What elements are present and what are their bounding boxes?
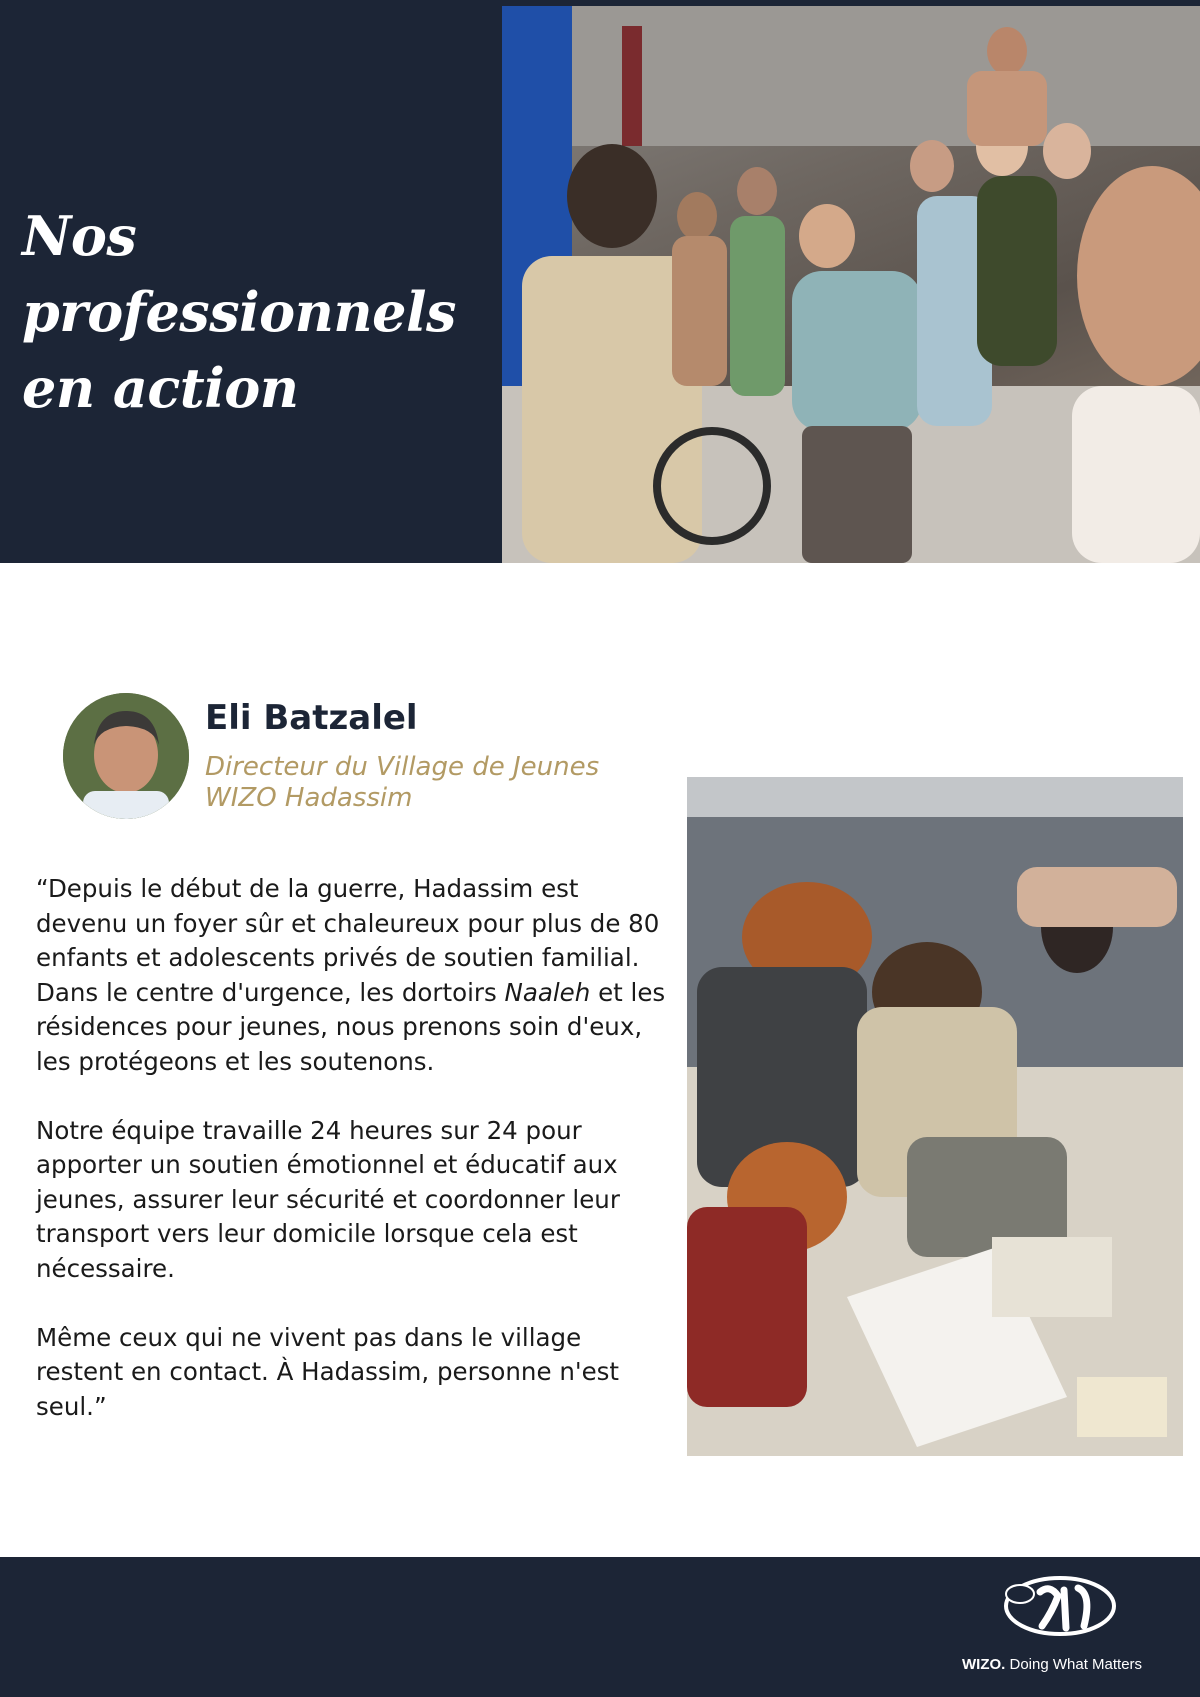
quote-paragraph: Notre équipe travaille 24 heures sur 24 pour apporter un soutien émotionnel et éducatif aux jeunes, assurer leur sécurité et coordonner leur transport vers leur domicile lorsque cela est nécessaire.	[36, 1115, 620, 1283]
quote-text: “Depuis le début de la guerre, Hadassim est devenu un foyer sûr et chaleureux pour plus de 80 enfants et adolescents privés de soutien familial. Dans le centre d'urgence, les dortoirs	[36, 874, 660, 1007]
page-title	[22, 198, 502, 426]
quote-paragraph: Même ceux qui ne vivent pas dans le village restent en contact. À Hadassim, personne n'est seul.”	[36, 1322, 620, 1421]
footer-tagline	[962, 1656, 1142, 1673]
wizo-logo	[1000, 1572, 1120, 1644]
activity-photo	[687, 777, 1183, 1456]
author-role	[205, 752, 635, 814]
footer-tagline-text: Doing What Matters	[1005, 1656, 1143, 1673]
testimonial-quote	[36, 872, 676, 1459]
quote-paragraph	[36, 872, 676, 1079]
quote-emphasis: Naaleh	[504, 977, 591, 1007]
page-title-line1: Nos professionnels	[22, 204, 456, 344]
quote-text: et les résidences pour jeunes, nous prenons soin d'eux, les protégeons et les soutenons.	[36, 977, 666, 1076]
avatar	[63, 693, 189, 819]
author-name: Eli Batzalel	[205, 698, 418, 738]
group-photo	[502, 6, 1200, 563]
page-title-line2: en action	[22, 356, 299, 420]
hero-title-panel	[0, 0, 502, 563]
author-role-line2: WIZO Hadassim	[205, 783, 413, 813]
author-role-line1: Directeur du Village de Jeunes	[205, 752, 600, 782]
footer-brand: WIZO.	[962, 1656, 1006, 1673]
